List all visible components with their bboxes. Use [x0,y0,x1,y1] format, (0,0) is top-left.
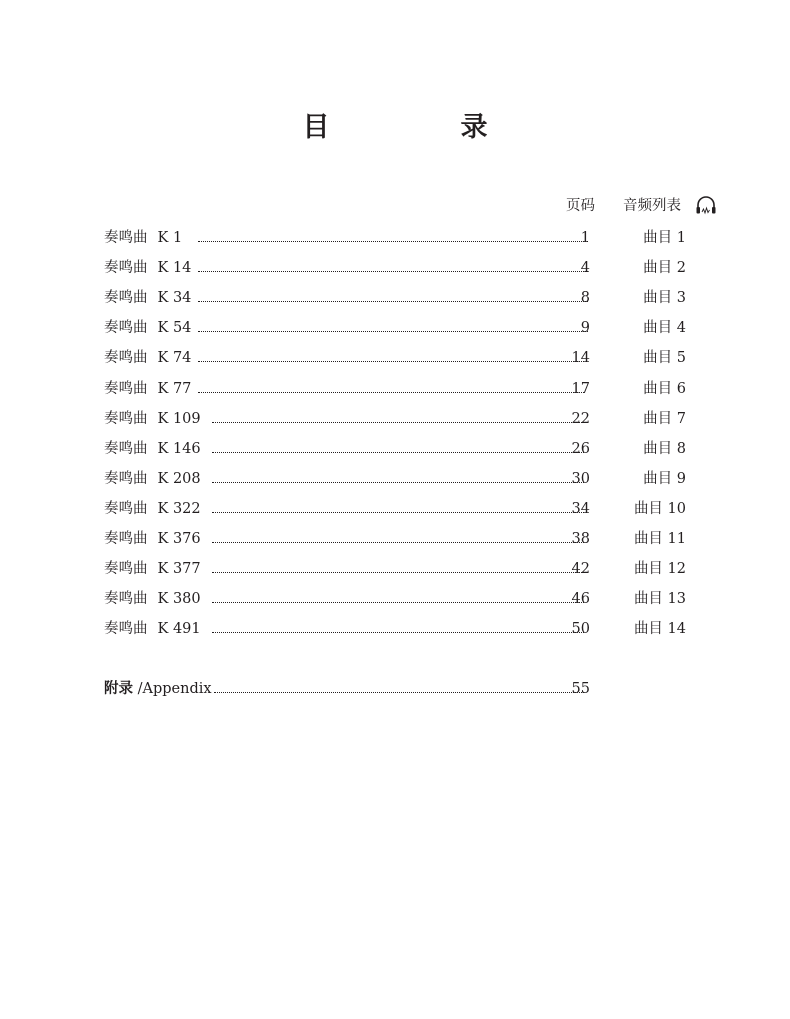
toc-entry-prefix: 奏鸣曲 [104,500,148,517]
toc-entry-prefix: 奏鸣曲 [104,470,148,487]
dot-leader [212,540,584,543]
toc-entry-audio-track[interactable]: 曲目 8 [643,440,686,457]
toc-entry-k-number: K 146 [157,440,201,457]
toc-entry-prefix: 奏鸣曲 [104,410,148,427]
toc-entry-prefix: 奏鸣曲 [104,260,148,277]
dot-leader [212,420,584,423]
toc-entry-k-number: K 322 [157,500,201,517]
toc-entry[interactable] [104,287,704,309]
toc-entry-audio-track[interactable]: 曲目 2 [643,260,686,277]
toc-entry-title [104,347,191,369]
dot-leader [198,329,588,332]
toc-entry-title [104,588,201,610]
toc-entry-prefix: 奏鸣曲 [104,621,148,638]
toc-entry-k-number: K 380 [157,591,201,608]
dot-leader [198,239,588,242]
toc-entry-prefix: 奏鸣曲 [104,320,148,337]
dot-leader [198,269,588,272]
toc-entry[interactable] [104,558,704,580]
page-title: 目 录 [302,112,540,143]
toc-entry-k-number: K 377 [157,561,201,578]
toc-entry-k-number: K 491 [157,621,201,638]
page-column-header: 页码 [566,198,595,214]
toc-entry-page-number: 42 [571,561,590,578]
toc-entry[interactable] [104,347,704,369]
toc-entry-audio-track[interactable]: 曲目 14 [633,621,686,638]
dot-leader [212,570,584,573]
toc-entry-audio-track[interactable]: 曲目 1 [643,230,686,246]
toc-entry[interactable] [104,257,704,279]
toc-entry-page-number: 8 [580,290,590,307]
toc-entry-audio-track[interactable]: 曲目 6 [643,380,686,397]
toc-entry[interactable] [104,468,704,490]
toc-entry-page-number: 9 [580,320,590,337]
toc-entry-k-number: K 1 [157,230,183,246]
toc-entry-audio-track[interactable]: 曲目 3 [643,290,686,307]
toc-entry-title [104,618,201,640]
toc-entry-page-number: 50 [571,621,590,638]
toc-entry-prefix: 奏鸣曲 [104,290,148,307]
headphone-icon [695,193,717,217]
toc-entry-title [104,558,201,580]
appendix-title [104,678,212,700]
dot-leader [198,359,584,362]
toc-entry-page-number: 1 [580,230,590,246]
appendix-label-cn: 附录 [104,681,133,697]
toc-entry-k-number: K 109 [157,410,201,427]
toc-entry-k-number: K 14 [157,260,192,277]
toc-entry-page-number: 34 [571,500,590,517]
toc-entry[interactable] [104,408,704,430]
toc-entry-title [104,408,201,430]
dot-leader [198,390,584,393]
toc-entry-audio-track[interactable]: 曲目 10 [633,500,686,517]
toc-entry[interactable] [104,528,704,550]
toc-entry-page-number: 30 [571,470,590,487]
toc-entry-page-number: 22 [571,410,590,427]
dot-leader [212,630,584,633]
audio-list-column-header: 音频列表 [623,198,681,214]
toc-entry[interactable] [104,227,704,249]
toc-entry-k-number: K 208 [157,470,201,487]
dot-leader [212,510,584,513]
toc-entry-prefix: 奏鸣曲 [104,230,148,246]
toc-entry-title [104,287,191,309]
toc-entry-page-number: 38 [571,531,590,547]
toc-entry-prefix: 奏鸣曲 [104,531,148,547]
toc-entry-page-number: 14 [571,350,590,367]
toc-entry-page-number: 17 [571,380,590,397]
appendix-page-number: 55 [571,681,590,697]
toc-entry-title [104,438,201,460]
dot-leader [212,480,584,483]
toc-entry[interactable] [104,317,704,339]
toc-entry-page-number: 4 [580,260,590,277]
toc-entry[interactable] [104,588,704,610]
toc-entry-audio-track[interactable]: 曲目 13 [633,591,686,608]
toc-entry-prefix: 奏鸣曲 [104,591,148,608]
toc-entry-title [104,378,191,400]
toc-entry-prefix: 奏鸣曲 [104,561,148,578]
toc-entry-k-number: K 34 [157,290,192,307]
toc-entry-page-number: 46 [571,591,590,608]
toc-entry-k-number: K 74 [157,350,192,367]
toc-entry-title [104,498,201,520]
toc-entry-audio-track[interactable]: 曲目 7 [643,410,686,427]
toc-entry-prefix: 奏鸣曲 [104,350,148,367]
toc-entry[interactable] [104,498,704,520]
toc-entry[interactable] [104,378,704,400]
toc-entry-audio-track[interactable]: 曲目 12 [633,561,686,578]
toc-entry-audio-track[interactable]: 曲目 4 [643,320,686,337]
toc-entry-k-number: K 376 [157,531,201,547]
appendix-row[interactable] [104,678,704,700]
toc-entry-title [104,317,191,339]
toc-entry-prefix: 奏鸣曲 [104,380,148,397]
appendix-label-en: /Appendix [133,681,212,697]
toc-entry-prefix: 奏鸣曲 [104,440,148,457]
dot-leader [212,600,584,603]
toc-entry-k-number: K 54 [157,320,192,337]
toc-entry[interactable] [104,438,704,460]
toc-entry-title [104,257,191,279]
toc-entry-title [104,468,201,490]
dot-leader [198,299,588,302]
toc-entry-audio-track[interactable]: 曲目 11 [633,531,686,547]
dot-leader [212,450,584,453]
toc-entry-audio-track[interactable]: 曲目 9 [643,470,686,487]
dot-leader [214,690,584,693]
toc-entry[interactable] [104,618,704,640]
toc-entry-k-number: K 77 [157,380,192,397]
toc-entry-title [104,227,182,249]
toc-entry-audio-track[interactable]: 曲目 5 [643,350,686,367]
toc-entry-page-number: 26 [571,440,590,457]
toc-entry-title [104,528,201,550]
